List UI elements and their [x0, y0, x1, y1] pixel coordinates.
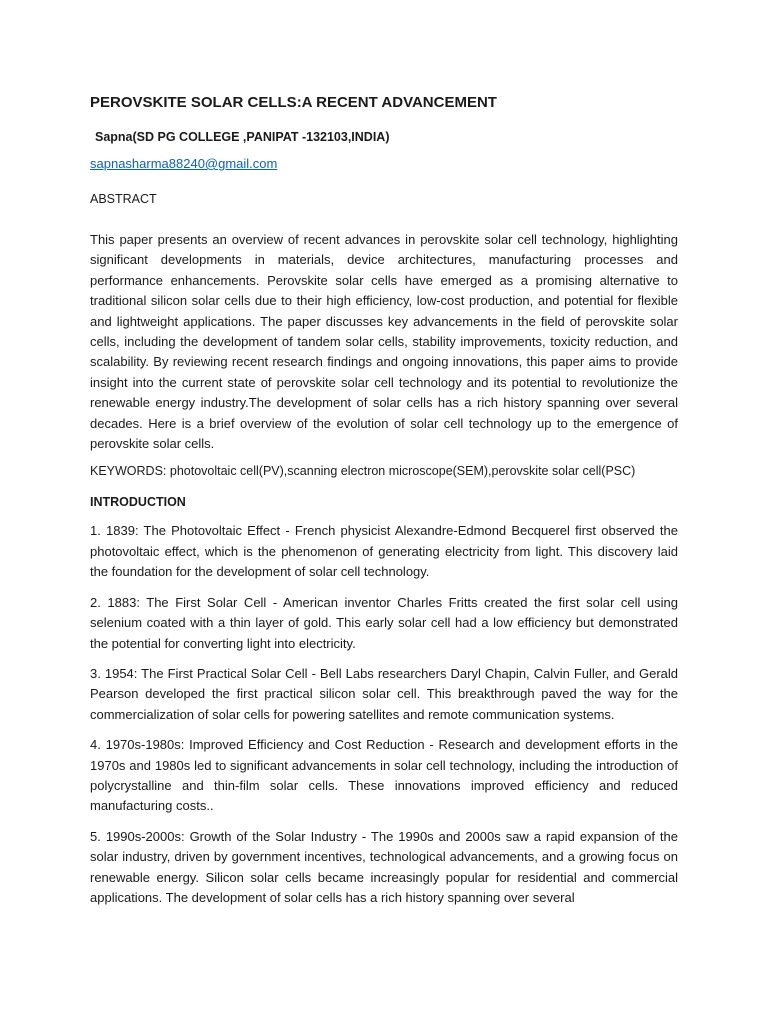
introduction-item: 4. 1970s-1980s: Improved Efficiency and Cost Reduction - Research and development efforts in the 1970s and 1980s led to significant advancements in solar cell technology, including the introduction of polycrystalline and thin-film solar cells. These innovations improved efficiency and reduced manufacturing costs..: [90, 737, 678, 814]
author-email-link[interactable]: sapnasharma88240@gmail.com: [90, 156, 278, 171]
introduction-item: 1. 1839: The Photovoltaic Effect - French physicist Alexandre-Edmond Becquerel first observed the photovoltaic effect, which is the phenomenon of generating electricity from light. This discovery laid the foundation for the development of solar cell technology.: [90, 523, 678, 580]
keywords-line: KEYWORDS: photovoltaic cell(PV),scanning electron microscope(SEM),perovskite solar cell(PSC): [90, 464, 636, 479]
author-affiliation: Sapna(SD PG COLLEGE ,PANIPAT -132103,INDIA): [95, 130, 390, 144]
paper-page: [90, 92, 678, 908]
abstract-body: This paper presents an overview of recent advances in perovskite solar cell technology, highlighting significant developments in materials, device architectures, manufacturing processes and performance enhancements. Perovskite solar cells have emerged as a promising alternative to traditional silicon solar cells due to their high efficiency, low-cost production, and potential for flexible and lightweight applications. The paper discusses key advancements in the field of perovskite solar cells, including the development of tandem solar cells, stability improvements, toxicity reduction, and scalability. By reviewing recent research findings and ongoing innovations, this paper aims to provide insight into the current state of perovskite solar cell technology and its potential to revolutionize the renewable energy industry.The development of solar cells has a rich history spanning over several decades. Here is a brief overview of the evolution of solar cell technology up to the emergence of perovskite solar cells.: [90, 232, 678, 452]
introduction-item: 2. 1883: The First Solar Cell - American inventor Charles Fritts created the first solar cell using selenium coated with a thin layer of gold. This early solar cell had a low efficiency but demonstrated the potential for converting light into electricity.: [90, 594, 678, 651]
abstract-heading: ABSTRACT: [90, 192, 157, 206]
introduction-item: 5. 1990s-2000s: Growth of the Solar Industry - The 1990s and 2000s saw a rapid expansion of the solar industry, driven by government incentives, technological advancements, and a growing focus on renewable energy. Silicon solar cells became increasingly popular for residential and commercial applications. The development of solar cells has a rich history spanning over several: [90, 828, 678, 905]
introduction-heading: INTRODUCTION: [90, 495, 186, 510]
paper-title: PEROVSKITE SOLAR CELLS:A RECENT ADVANCEMENT: [90, 94, 497, 111]
introduction-item: 3. 1954: The First Practical Solar Cell - Bell Labs researchers Daryl Chapin, Calvin Fuller, and Gerald Pearson developed the first practical silicon solar cell. This breakthrough paved the way for the commercialization of solar cells for powering satellites and remote communication systems.: [90, 665, 678, 722]
